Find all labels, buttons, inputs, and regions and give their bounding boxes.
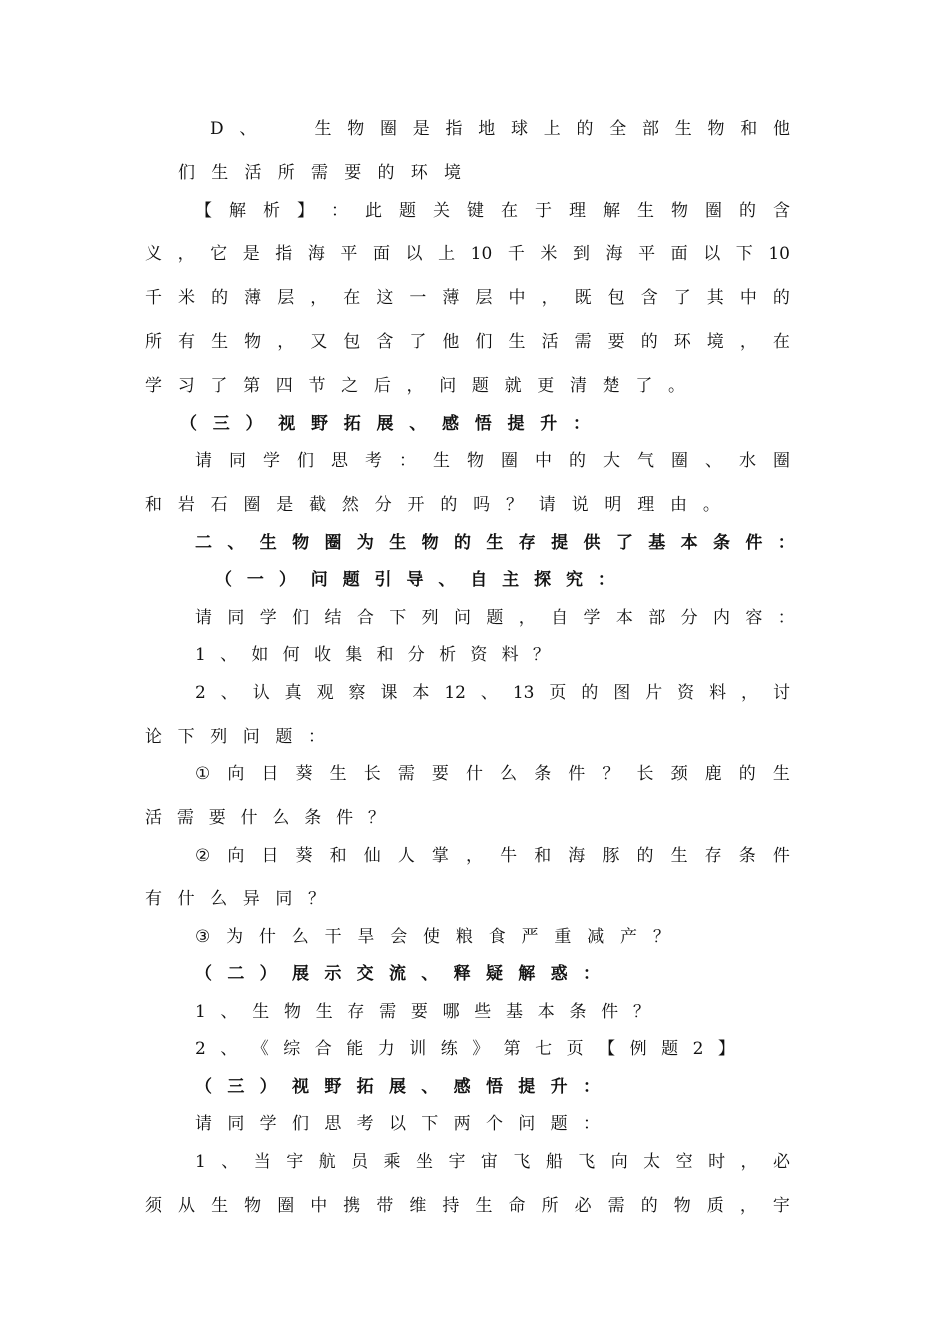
text-line: ③ 为 什 么 干 旱 会 使 粮 食 严 重 减 产 ？ [195, 927, 670, 947]
section-heading: （ 三 ） 视 野 拓 展 、 感 悟 提 升 ： [180, 414, 590, 434]
text-line: ① 向 日 葵 生 长 需 要 什 么 条 件 ？ 长 颈 鹿 的 生 [195, 764, 790, 784]
text-line: 活 需 要 什 么 条 件 ？ [145, 808, 385, 828]
text-line: 须 从 生 物 圈 中 携 带 维 持 生 命 所 必 需 的 物 质 ， 宇 [145, 1196, 790, 1216]
section-heading: 二 、 生 物 圈 为 生 物 的 生 存 提 供 了 基 本 条 件 ： [195, 533, 795, 553]
text-line: 请 同 学 们 思 考 以 下 两 个 问 题 ： [195, 1114, 600, 1134]
text-line: 请 同 学 们 结 合 下 列 问 题 ， 自 学 本 部 分 内 容 ： [195, 608, 795, 628]
text-line: 请 同 学 们 思 考 ： 生 物 圈 中 的 大 气 圈 、 水 圈 [195, 451, 790, 471]
text-line: 论 下 列 问 题 ： [145, 727, 325, 747]
section-heading: （ 三 ） 视 野 拓 展 、 感 悟 提 升 ： [195, 1077, 600, 1097]
text-line: 【 解 析 】 ： 此 题 关 键 在 于 理 解 生 物 圈 的 含 [195, 201, 790, 221]
text-line: 学 习 了 第 四 节 之 后 ， 问 题 就 更 清 楚 了 。 [145, 376, 685, 396]
text-line: ② 向 日 葵 和 仙 人 掌 ， 牛 和 海 豚 的 生 存 条 件 [195, 846, 790, 866]
text-line: 义 ， 它 是 指 海 平 面 以 上 10 千 米 到 海 平 面 以 下 10 [145, 244, 790, 264]
text-line: D 、 生 物 圈 是 指 地 球 上 的 全 部 生 物 和 他 [210, 119, 790, 139]
text-line: 1 、 如 何 收 集 和 分 析 资 料 ？ [195, 645, 550, 665]
section-heading: （ 一 ） 问 题 引 导 、 自 主 探 究 ： [215, 570, 615, 590]
text-line: 2 、 认 真 观 察 课 本 12 、 13 页 的 图 片 资 料 ， 讨 [195, 683, 790, 703]
section-heading: （ 二 ） 展 示 交 流 、 释 疑 解 惑 ： [195, 964, 600, 984]
text-line: 1 、 生 物 生 存 需 要 哪 些 基 本 条 件 ？ [195, 1002, 650, 1022]
text-line: 千 米 的 薄 层 ， 在 这 一 薄 层 中 ， 既 包 含 了 其 中 的 [145, 288, 790, 308]
text-line: 有 什 么 异 同 ？ [145, 889, 325, 909]
text-line: 和 岩 石 圈 是 截 然 分 开 的 吗 ？ 请 说 明 理 由 。 [145, 495, 720, 515]
text-line: 们 生 活 所 需 要 的 环 境 [178, 163, 461, 183]
text-line: 2 、 《 综 合 能 力 训 练 》 第 七 页 【 例 题 2 】 [195, 1039, 735, 1059]
text-line: 1 、 当 宇 航 员 乘 坐 宇 宙 飞 船 飞 向 太 空 时 ， 必 [195, 1152, 790, 1172]
text-line: 所 有 生 物 ， 又 包 含 了 他 们 生 活 需 要 的 环 境 ， 在 [145, 332, 790, 352]
